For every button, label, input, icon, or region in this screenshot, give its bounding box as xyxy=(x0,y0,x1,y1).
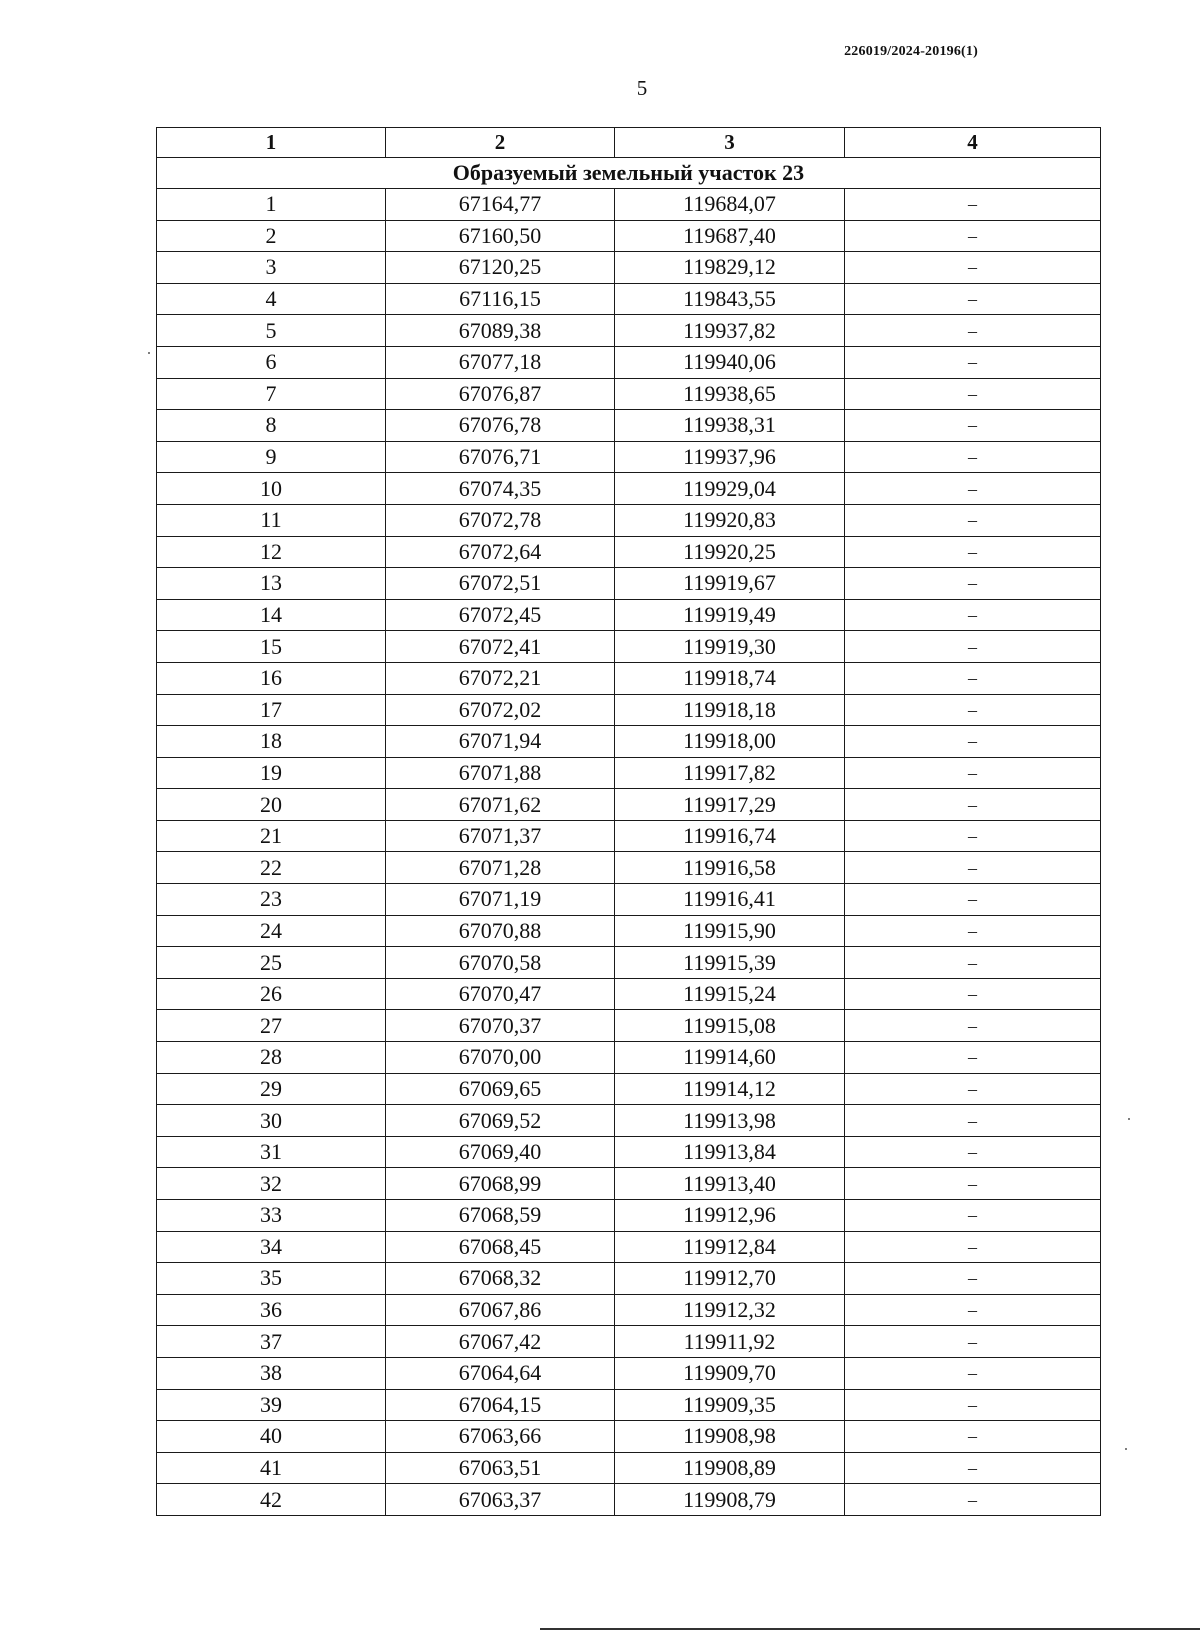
y-coordinate-cell: 119912,84 xyxy=(615,1231,845,1263)
note-cell: – xyxy=(845,473,1101,505)
note-cell: – xyxy=(845,1105,1101,1137)
table-row xyxy=(157,631,1101,663)
x-coordinate-cell: 67089,38 xyxy=(386,315,615,347)
point-number-cell: 22 xyxy=(157,852,386,884)
table-row xyxy=(157,189,1101,221)
point-number-cell: 42 xyxy=(157,1484,386,1516)
x-coordinate-cell: 67164,77 xyxy=(386,189,615,221)
note-cell: – xyxy=(845,1136,1101,1168)
x-coordinate-cell: 67076,78 xyxy=(386,410,615,442)
point-number-cell: 2 xyxy=(157,220,386,252)
point-number-cell: 6 xyxy=(157,346,386,378)
note-cell: – xyxy=(845,189,1101,221)
point-number-cell: 39 xyxy=(157,1389,386,1421)
point-number-cell: 41 xyxy=(157,1452,386,1484)
note-cell: – xyxy=(845,410,1101,442)
y-coordinate-cell: 119911,92 xyxy=(615,1326,845,1358)
x-coordinate-cell: 67072,41 xyxy=(386,631,615,663)
y-coordinate-cell: 119938,65 xyxy=(615,378,845,410)
point-number-cell: 35 xyxy=(157,1263,386,1295)
note-cell: – xyxy=(845,978,1101,1010)
y-coordinate-cell: 119916,58 xyxy=(615,852,845,884)
y-coordinate-cell: 119919,49 xyxy=(615,599,845,631)
note-cell: – xyxy=(845,662,1101,694)
table-row xyxy=(157,1263,1101,1295)
y-coordinate-cell: 119909,70 xyxy=(615,1357,845,1389)
coordinates-table xyxy=(156,127,1101,1516)
point-number-cell: 10 xyxy=(157,473,386,505)
x-coordinate-cell: 67116,15 xyxy=(386,283,615,315)
note-cell: – xyxy=(845,1389,1101,1421)
point-number-cell: 27 xyxy=(157,1010,386,1042)
point-number-cell: 4 xyxy=(157,283,386,315)
note-cell: – xyxy=(845,536,1101,568)
note-cell: – xyxy=(845,441,1101,473)
point-number-cell: 17 xyxy=(157,694,386,726)
x-coordinate-cell: 67064,64 xyxy=(386,1357,615,1389)
note-cell: – xyxy=(845,726,1101,758)
y-coordinate-cell: 119918,18 xyxy=(615,694,845,726)
note-cell: – xyxy=(845,789,1101,821)
point-number-cell: 12 xyxy=(157,536,386,568)
scan-speck xyxy=(148,352,150,354)
y-coordinate-cell: 119829,12 xyxy=(615,252,845,284)
x-coordinate-cell: 67067,86 xyxy=(386,1294,615,1326)
point-number-cell: 13 xyxy=(157,568,386,600)
note-cell: – xyxy=(845,220,1101,252)
section-title: Образуемый земельный участок 23 xyxy=(157,158,1101,189)
note-cell: – xyxy=(845,915,1101,947)
table-row xyxy=(157,1421,1101,1453)
x-coordinate-cell: 67076,71 xyxy=(386,441,615,473)
table-row xyxy=(157,220,1101,252)
x-coordinate-cell: 67072,02 xyxy=(386,694,615,726)
table-row xyxy=(157,1452,1101,1484)
table-row xyxy=(157,1294,1101,1326)
x-coordinate-cell: 67071,37 xyxy=(386,820,615,852)
x-coordinate-cell: 67072,51 xyxy=(386,568,615,600)
y-coordinate-cell: 119937,82 xyxy=(615,315,845,347)
table-row xyxy=(157,694,1101,726)
y-coordinate-cell: 119919,30 xyxy=(615,631,845,663)
note-cell: – xyxy=(845,315,1101,347)
point-number-cell: 15 xyxy=(157,631,386,663)
point-number-cell: 32 xyxy=(157,1168,386,1200)
note-cell: – xyxy=(845,631,1101,663)
y-coordinate-cell: 119929,04 xyxy=(615,473,845,505)
point-number-cell: 37 xyxy=(157,1326,386,1358)
point-number-cell: 23 xyxy=(157,884,386,916)
table-row xyxy=(157,1389,1101,1421)
table-header-row xyxy=(157,128,1101,158)
x-coordinate-cell: 67071,19 xyxy=(386,884,615,916)
x-coordinate-cell: 67071,94 xyxy=(386,726,615,758)
x-coordinate-cell: 67074,35 xyxy=(386,473,615,505)
x-coordinate-cell: 67072,64 xyxy=(386,536,615,568)
table-row xyxy=(157,1042,1101,1074)
y-coordinate-cell: 119916,74 xyxy=(615,820,845,852)
point-number-cell: 16 xyxy=(157,662,386,694)
table-row xyxy=(157,757,1101,789)
note-cell: – xyxy=(845,757,1101,789)
x-coordinate-cell: 67072,21 xyxy=(386,662,615,694)
point-number-cell: 29 xyxy=(157,1073,386,1105)
y-coordinate-cell: 119908,98 xyxy=(615,1421,845,1453)
point-number-cell: 26 xyxy=(157,978,386,1010)
note-cell: – xyxy=(845,1200,1101,1232)
y-coordinate-cell: 119920,25 xyxy=(615,536,845,568)
y-coordinate-cell: 119908,79 xyxy=(615,1484,845,1516)
column-header: 2 xyxy=(386,128,615,158)
y-coordinate-cell: 119913,98 xyxy=(615,1105,845,1137)
x-coordinate-cell: 67077,18 xyxy=(386,346,615,378)
table-row xyxy=(157,1168,1101,1200)
table-row xyxy=(157,947,1101,979)
section-row xyxy=(157,158,1101,189)
x-coordinate-cell: 67070,47 xyxy=(386,978,615,1010)
note-cell: – xyxy=(845,1326,1101,1358)
table-row xyxy=(157,1357,1101,1389)
column-header: 4 xyxy=(845,128,1101,158)
y-coordinate-cell: 119938,31 xyxy=(615,410,845,442)
point-number-cell: 14 xyxy=(157,599,386,631)
point-number-cell: 21 xyxy=(157,820,386,852)
y-coordinate-cell: 119915,08 xyxy=(615,1010,845,1042)
note-cell: – xyxy=(845,346,1101,378)
note-cell: – xyxy=(845,1357,1101,1389)
point-number-cell: 33 xyxy=(157,1200,386,1232)
x-coordinate-cell: 67076,87 xyxy=(386,378,615,410)
note-cell: – xyxy=(845,1452,1101,1484)
x-coordinate-cell: 67068,45 xyxy=(386,1231,615,1263)
table-row xyxy=(157,1200,1101,1232)
point-number-cell: 3 xyxy=(157,252,386,284)
x-coordinate-cell: 67071,88 xyxy=(386,757,615,789)
table-row xyxy=(157,252,1101,284)
y-coordinate-cell: 119919,67 xyxy=(615,568,845,600)
x-coordinate-cell: 67068,99 xyxy=(386,1168,615,1200)
note-cell: – xyxy=(845,283,1101,315)
table-row xyxy=(157,884,1101,916)
table-row xyxy=(157,789,1101,821)
y-coordinate-cell: 119915,90 xyxy=(615,915,845,947)
point-number-cell: 40 xyxy=(157,1421,386,1453)
table-row xyxy=(157,599,1101,631)
point-number-cell: 31 xyxy=(157,1136,386,1168)
table-row xyxy=(157,441,1101,473)
point-number-cell: 34 xyxy=(157,1231,386,1263)
scan-speck xyxy=(1125,1448,1127,1450)
note-cell: – xyxy=(845,1484,1101,1516)
y-coordinate-cell: 119918,74 xyxy=(615,662,845,694)
point-number-cell: 19 xyxy=(157,757,386,789)
note-cell: – xyxy=(845,504,1101,536)
scan-edge-line xyxy=(540,1628,1200,1630)
y-coordinate-cell: 119843,55 xyxy=(615,283,845,315)
y-coordinate-cell: 119914,60 xyxy=(615,1042,845,1074)
x-coordinate-cell: 67070,37 xyxy=(386,1010,615,1042)
table-row xyxy=(157,1231,1101,1263)
y-coordinate-cell: 119918,00 xyxy=(615,726,845,758)
note-cell: – xyxy=(845,1073,1101,1105)
y-coordinate-cell: 119914,12 xyxy=(615,1073,845,1105)
note-cell: – xyxy=(845,1010,1101,1042)
y-coordinate-cell: 119916,41 xyxy=(615,884,845,916)
table-row xyxy=(157,915,1101,947)
y-coordinate-cell: 119917,29 xyxy=(615,789,845,821)
x-coordinate-cell: 67069,40 xyxy=(386,1136,615,1168)
note-cell: – xyxy=(845,252,1101,284)
y-coordinate-cell: 119908,89 xyxy=(615,1452,845,1484)
y-coordinate-cell: 119940,06 xyxy=(615,346,845,378)
x-coordinate-cell: 67064,15 xyxy=(386,1389,615,1421)
note-cell: – xyxy=(845,1421,1101,1453)
x-coordinate-cell: 67071,62 xyxy=(386,789,615,821)
y-coordinate-cell: 119687,40 xyxy=(615,220,845,252)
x-coordinate-cell: 67070,88 xyxy=(386,915,615,947)
point-number-cell: 18 xyxy=(157,726,386,758)
point-number-cell: 20 xyxy=(157,789,386,821)
y-coordinate-cell: 119909,35 xyxy=(615,1389,845,1421)
y-coordinate-cell: 119913,40 xyxy=(615,1168,845,1200)
column-header: 1 xyxy=(157,128,386,158)
point-number-cell: 25 xyxy=(157,947,386,979)
note-cell: – xyxy=(845,852,1101,884)
table-row xyxy=(157,1010,1101,1042)
table-row xyxy=(157,662,1101,694)
note-cell: – xyxy=(845,1263,1101,1295)
point-number-cell: 30 xyxy=(157,1105,386,1137)
table-row xyxy=(157,726,1101,758)
x-coordinate-cell: 67063,37 xyxy=(386,1484,615,1516)
table-row xyxy=(157,410,1101,442)
y-coordinate-cell: 119937,96 xyxy=(615,441,845,473)
y-coordinate-cell: 119920,83 xyxy=(615,504,845,536)
x-coordinate-cell: 67069,52 xyxy=(386,1105,615,1137)
table-row xyxy=(157,315,1101,347)
x-coordinate-cell: 67070,58 xyxy=(386,947,615,979)
table-row xyxy=(157,536,1101,568)
page-number: 5 xyxy=(636,76,648,100)
note-cell: – xyxy=(845,820,1101,852)
y-coordinate-cell: 119912,70 xyxy=(615,1263,845,1295)
y-coordinate-cell: 119915,39 xyxy=(615,947,845,979)
x-coordinate-cell: 67067,42 xyxy=(386,1326,615,1358)
table-row xyxy=(157,283,1101,315)
x-coordinate-cell: 67068,32 xyxy=(386,1263,615,1295)
y-coordinate-cell: 119684,07 xyxy=(615,189,845,221)
table-row xyxy=(157,978,1101,1010)
y-coordinate-cell: 119917,82 xyxy=(615,757,845,789)
note-cell: – xyxy=(845,1042,1101,1074)
table-row xyxy=(157,378,1101,410)
point-number-cell: 8 xyxy=(157,410,386,442)
table-row xyxy=(157,346,1101,378)
note-cell: – xyxy=(845,378,1101,410)
y-coordinate-cell: 119915,24 xyxy=(615,978,845,1010)
note-cell: – xyxy=(845,1294,1101,1326)
point-number-cell: 7 xyxy=(157,378,386,410)
table-row xyxy=(157,568,1101,600)
column-header: 3 xyxy=(615,128,845,158)
point-number-cell: 36 xyxy=(157,1294,386,1326)
point-number-cell: 24 xyxy=(157,915,386,947)
point-number-cell: 9 xyxy=(157,441,386,473)
document-number: 226019/2024-20196(1) xyxy=(844,44,978,59)
y-coordinate-cell: 119913,84 xyxy=(615,1136,845,1168)
x-coordinate-cell: 67072,78 xyxy=(386,504,615,536)
x-coordinate-cell: 67071,28 xyxy=(386,852,615,884)
table-row xyxy=(157,1136,1101,1168)
point-number-cell: 5 xyxy=(157,315,386,347)
table-row xyxy=(157,1105,1101,1137)
point-number-cell: 11 xyxy=(157,504,386,536)
x-coordinate-cell: 67160,50 xyxy=(386,220,615,252)
x-coordinate-cell: 67068,59 xyxy=(386,1200,615,1232)
x-coordinate-cell: 67070,00 xyxy=(386,1042,615,1074)
table-row xyxy=(157,1484,1101,1516)
point-number-cell: 1 xyxy=(157,189,386,221)
note-cell: – xyxy=(845,694,1101,726)
x-coordinate-cell: 67069,65 xyxy=(386,1073,615,1105)
note-cell: – xyxy=(845,884,1101,916)
note-cell: – xyxy=(845,568,1101,600)
point-number-cell: 38 xyxy=(157,1357,386,1389)
x-coordinate-cell: 67063,51 xyxy=(386,1452,615,1484)
note-cell: – xyxy=(845,599,1101,631)
note-cell: – xyxy=(845,1231,1101,1263)
y-coordinate-cell: 119912,32 xyxy=(615,1294,845,1326)
scan-speck xyxy=(1128,1118,1130,1120)
table-row xyxy=(157,852,1101,884)
y-coordinate-cell: 119912,96 xyxy=(615,1200,845,1232)
table-row xyxy=(157,504,1101,536)
note-cell: – xyxy=(845,947,1101,979)
x-coordinate-cell: 67063,66 xyxy=(386,1421,615,1453)
point-number-cell: 28 xyxy=(157,1042,386,1074)
x-coordinate-cell: 67072,45 xyxy=(386,599,615,631)
note-cell: – xyxy=(845,1168,1101,1200)
x-coordinate-cell: 67120,25 xyxy=(386,252,615,284)
table-row xyxy=(157,1326,1101,1358)
table-row xyxy=(157,820,1101,852)
table-row xyxy=(157,1073,1101,1105)
table-row xyxy=(157,473,1101,505)
